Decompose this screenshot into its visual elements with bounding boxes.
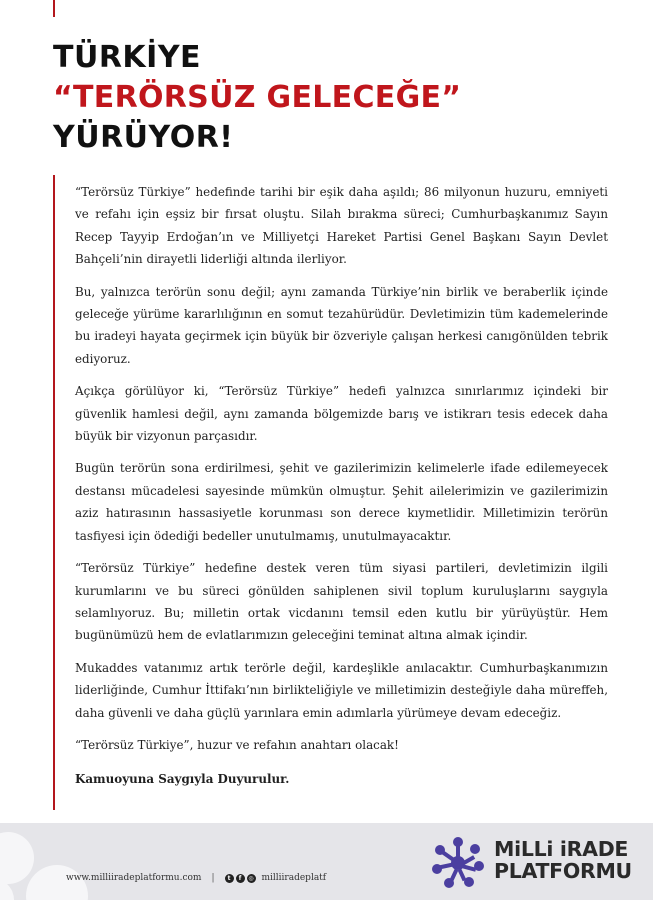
statement-body bbox=[75, 181, 608, 801]
paragraph: Bugün terörün sona erdirilmesi, şehit ve gazilerimizin kelimelerle ifade edilemeyecek destansı mücadelesi sayesinde mümkün olmuştur. Şehit ailelerimizin ve gazilerimizin aziz hatırasının hassasiyetle korunması son derece kıymetlidir. Milletimizin terörün tasfiyesi için ödediği bedeller unutulmamış, unutulmayacaktır. bbox=[75, 461, 608, 543]
logo-line-1: MiLLi iRADE bbox=[494, 837, 629, 861]
website-link[interactable]: www.milliiradeplatformu.com bbox=[66, 873, 202, 883]
headline bbox=[53, 38, 461, 158]
footer bbox=[0, 823, 653, 900]
paragraph: “Terörsüz Türkiye” hedefinde tarihi bir eşik daha aşıldı; 86 milyonun huzuru, emniyeti ve refahı için eşsiz bir fırsat oluştu. Silah bırakma süreci; Cumhurbaşkanımız Sayın Recep Tayyip Erdoğan’ın ve Milliyetçi Hareket Partisi Genel Başkanı Sayın Devlet Bahçeli’nin dirayetli liderliği altında ilerliyor. bbox=[75, 185, 608, 267]
social-handle[interactable]: milliiradeplatf bbox=[261, 873, 327, 883]
platform-logo-icon bbox=[430, 835, 486, 891]
facebook-icon[interactable]: f bbox=[236, 874, 245, 883]
signoff: Kamuoyuna Saygıyla Duyurulur. bbox=[75, 772, 290, 787]
headline-line-2: “TERÖRSÜZ GELECEĞE” bbox=[53, 80, 462, 115]
decorative-circle bbox=[0, 832, 34, 884]
headline-line-3: YÜRÜYOR! bbox=[53, 120, 234, 155]
instagram-icon[interactable]: ◎ bbox=[248, 874, 254, 882]
side-accent-rule bbox=[53, 175, 55, 810]
paragraph: Bu, yalnızca terörün sonu değil; aynı zamanda Türkiye’nin birlik ve beraberlik içinde geleceğe yürüme kararlılığının en somut tezahürüdür. Devletimizin tüm kademelerinde bu iradeyi hayata geçirmek için büyük bir özveriyle çalışan herkesi canıgönülden tebrik ediyoruz. bbox=[75, 284, 608, 366]
headline-line-1: TÜRKİYE bbox=[53, 40, 202, 75]
platform-logo-text bbox=[494, 838, 632, 882]
top-accent-rule bbox=[53, 0, 55, 17]
paragraph: “Terörsüz Türkiye”, huzur ve refahın anahtarı olacak! bbox=[75, 737, 399, 752]
paragraph: Mukaddes vatanımız artık terörle değil, kardeşlikle anılacaktır. Cumhurbaşkanımızın liderliğinde, Cumhur İttifakı’nın birlikteliğiyle ve milletimizin desteğiyle daha müreffeh, daha güvenli ve daha güçlü yarınlara emin adımlarla yürümeye devam edeceğiz. bbox=[75, 660, 608, 720]
footer-links bbox=[66, 873, 326, 883]
paragraph: “Terörsüz Türkiye” hedefine destek veren tüm siyasi partileri, devletimizin ilgili kurumlarını ve bu süreci gönülden sahiplenen sivil toplum kuruluşlarını saygıyla selamlıyoruz. Bu; milletin ortak vicdanını temsil eden kutlu bir yürüyüştür. Hem bugünümüzü hem de evlatlarımızın geleceğini teminat altına almak içindir. bbox=[75, 561, 608, 643]
logo-line-2: PLATFORMU bbox=[494, 859, 632, 883]
social-icons bbox=[225, 874, 256, 883]
twitter-icon[interactable]: t bbox=[225, 874, 234, 883]
paragraph: Açıkça görülüyor ki, “Terörsüz Türkiye” hedefi yalnızca sınırlarımız içindeki bir güvenlik hamlesi değil, aynı zamanda bölgemizde barış ve istikrarı tesis edecek daha büyük bir vizyonun parçasıdır. bbox=[75, 384, 608, 444]
footer-separator: | bbox=[211, 873, 215, 883]
